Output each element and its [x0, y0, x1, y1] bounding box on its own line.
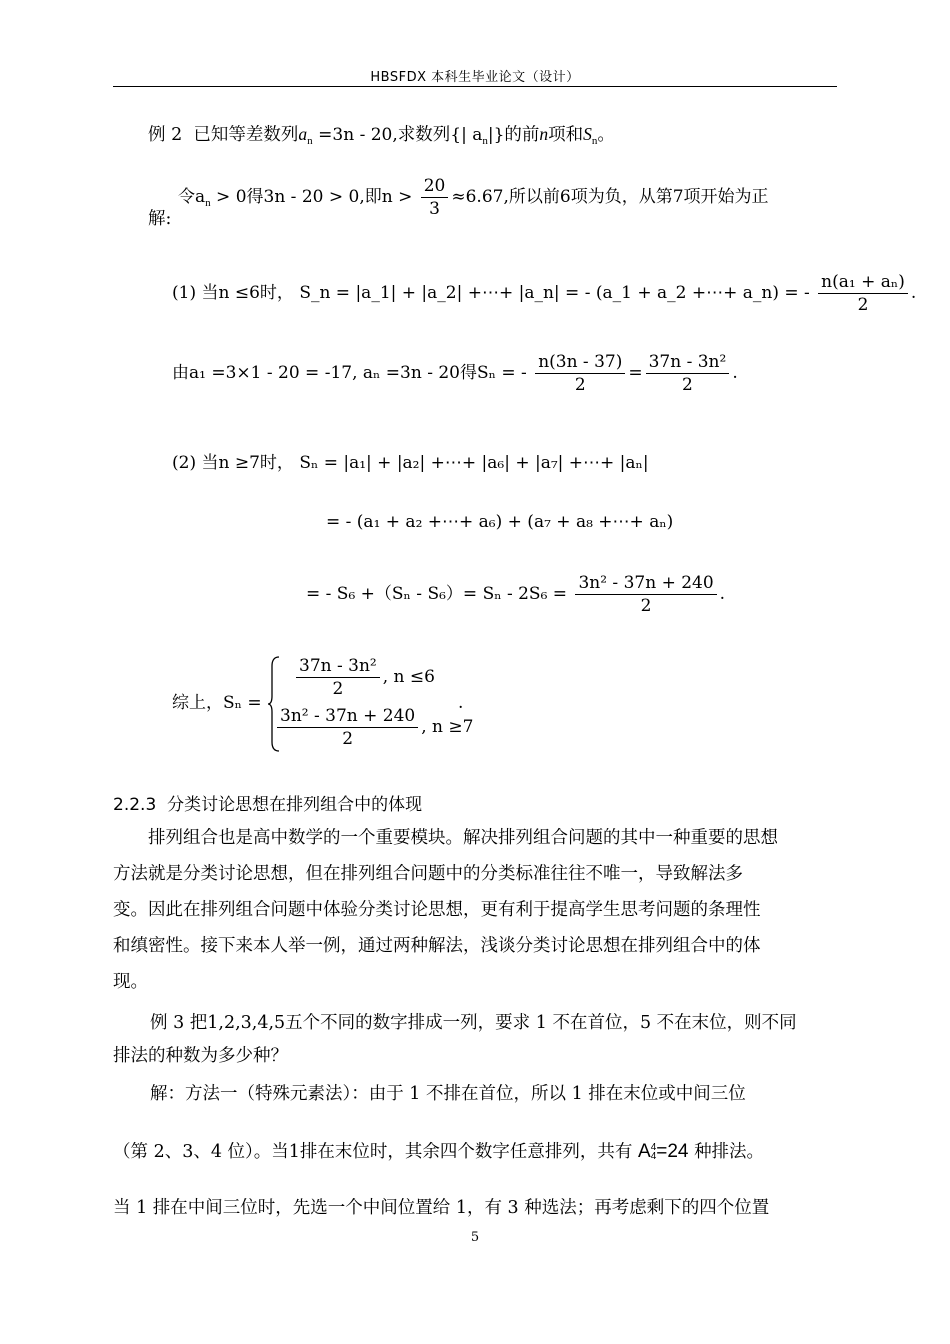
fraction-numerator: 37n - 3n² [296, 656, 380, 678]
example-2-label: 例 2 [148, 125, 183, 145]
fraction-denominator: 2 [574, 375, 586, 395]
example-2-statement [148, 122, 615, 153]
solution-label: 解: [148, 209, 172, 229]
permutation-superscript: 4 [650, 1142, 657, 1153]
summary-row-1-fraction [296, 656, 380, 699]
derivation-equation [172, 352, 738, 395]
method-1-text-b: 种排法。 [694, 1142, 765, 1162]
summary-row-2-fraction [277, 706, 418, 749]
summary-row-1 [284, 656, 435, 699]
paragraph-line-2: 方法就是分类讨论思想，但在排列组合问题中的分类标准往往不唯一，导致解法多 [113, 864, 743, 884]
example-2-ask: 求数列 [397, 125, 451, 145]
derivation-end: . [732, 363, 738, 383]
solution-line-1 [178, 176, 769, 219]
solution-ineq: > 0得3n - 20 > 0,即n > [216, 187, 413, 207]
sum-subscript: n [591, 135, 598, 147]
fraction-numerator: n(3n - 37) [535, 352, 625, 374]
example-3-line-1: 例 3 把1,2,3,4,5五个不同的数字排成一列，要求 1 不在首位，5 不在末位，则不同 [150, 1013, 797, 1033]
permutation-letter: A [638, 1141, 651, 1162]
case-2-end: . [719, 584, 726, 604]
page-number: 5 [470, 1230, 480, 1245]
permutation-symbol [638, 1141, 688, 1162]
solution-let: 令a [178, 187, 206, 207]
derivation-equals: = [628, 363, 643, 383]
fraction-numerator: 37n - 3n² [646, 352, 730, 374]
derivation-expression: 由a₁ =3×1 - 20 = -17, aₙ =3n - 20得Sₙ = - [172, 363, 527, 383]
seq-symbol: a [298, 124, 308, 144]
section-title: 分类讨论思想在排列组合中的体现 [167, 795, 423, 815]
derivation-fraction-2 [646, 352, 730, 395]
case-1-label: (1) 当n ≤6时， [172, 283, 294, 303]
case-2-label: (2) 当n ≥7时， [172, 453, 294, 473]
example-2-of-first: 的前 [504, 125, 540, 145]
abs-set-subscript: n [482, 135, 488, 147]
fraction-denominator: 2 [342, 729, 354, 749]
summary-row-1-condition: , n ≤6 [382, 667, 435, 687]
fraction-denominator: 2 [640, 596, 652, 616]
fraction-20-over-3 [421, 176, 449, 219]
case-1-equation [172, 272, 916, 315]
fraction-denominator: 2 [332, 679, 344, 699]
fraction-denominator: 2 [857, 295, 869, 315]
summary-end: . [458, 693, 464, 713]
n-symbol: n [539, 124, 549, 144]
solution-let-sub: n [205, 197, 211, 209]
case-1-end: . [910, 283, 917, 303]
fraction-denominator: 2 [682, 375, 693, 395]
paragraph-line-1: 排列组合也是高中数学的一个重要模块。解决排列组合问题的其中一种重要的思想 [148, 828, 778, 848]
header-rule [113, 86, 837, 87]
case-1-expression: S_n = |a_1| + |a_2| +⋯+ |a_n| = - (a_1 + a_2 +⋯+ a_n) = - [299, 283, 810, 303]
fraction-numerator: 20 [421, 176, 449, 198]
case-1-fraction [818, 272, 908, 315]
abs-set-open: {| a [450, 125, 483, 145]
method-1-line-3: 当 1 排在中间三位时，先选一个中间位置给 1，有 3 种选法；再考虑剩下的四个位置 [113, 1198, 770, 1218]
summary-label: 综上，Sₙ = [172, 693, 262, 713]
seq-subscript: n [307, 135, 313, 147]
seq-formula: =3n - 20, [318, 125, 398, 145]
derivation-fraction-1 [535, 352, 625, 395]
case-2-line-1 [172, 452, 649, 474]
example-3-line-2: 排法的种数为多少种？ [113, 1046, 288, 1066]
fraction-numerator: n(a₁ + aₙ) [818, 272, 908, 294]
method-1-line-2 [113, 1140, 764, 1164]
fraction-denominator: 3 [429, 199, 440, 219]
case-2-line-2: = - (a₁ + a₂ +⋯+ a₆) + (a₇ + a₈ +⋯+ aₙ) [326, 512, 674, 532]
fraction-numerator: 3n² - 37n + 240 [277, 706, 418, 728]
example-2-end: 。 [597, 125, 615, 145]
case-2-line-3 [306, 573, 725, 616]
solution-conclusion: ≈6.67,所以前6项为负，从第7项开始为正 [451, 187, 769, 207]
paragraph-line-4: 和缜密性。接下来本人举一例，通过两种解法，浅谈分类讨论思想在排列组合中的体 [113, 936, 761, 956]
case-2-expression-1: Sₙ = |a₁| + |a₂| +⋯+ |a₆| + |a₇| +⋯+ |aₙ| [299, 453, 649, 473]
section-number: 2.2.3 [113, 795, 157, 815]
permutation-value: =24 [656, 1141, 689, 1162]
summary-row-2-condition: , n ≥7 [421, 717, 474, 737]
method-1-line-1: 解：方法一（特殊元素法）：由于 1 不排在首位，所以 1 排在末位或中间三位 [150, 1084, 746, 1104]
case-2-expression-3: = - S₆ +（Sₙ - S₆）= Sₙ - 2S₆ = [306, 584, 568, 604]
sum-symbol: S [583, 124, 592, 144]
summary-row-2 [274, 706, 473, 749]
abs-set-close: |} [487, 125, 505, 145]
fraction-numerator: 3n² - 37n + 240 [575, 573, 716, 595]
paragraph-line-3: 变。因此在排列组合问题中体验分类讨论思想，更有利于提高学生思考问题的条理性 [113, 900, 761, 920]
case-2-fraction [575, 573, 716, 616]
example-2-intro: 已知等差数列 [193, 125, 299, 145]
section-heading [113, 790, 422, 815]
method-1-text-a: （第 2、3、4 位）。当1排在末位时，其余四个数字任意排列，共有 [113, 1142, 633, 1162]
paragraph-line-5: 现。 [113, 972, 148, 992]
example-2-terms-sum: 项和 [548, 125, 584, 145]
permutation-subscript: 4 [650, 1151, 657, 1162]
running-header: HBSFDX 本科生毕业论文（设计） [370, 70, 580, 85]
